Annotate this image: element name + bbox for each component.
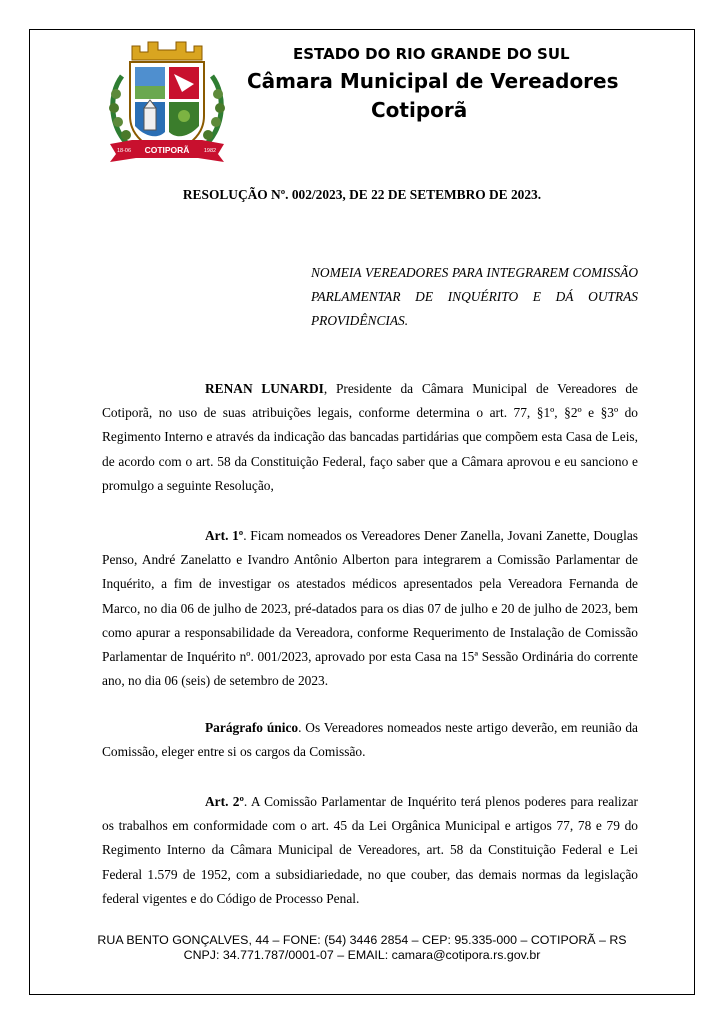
sole-paragraph — [102, 716, 638, 764]
sole-paragraph-label: Parágrafo único — [205, 720, 299, 735]
header-city: Cotiporã — [371, 98, 468, 122]
header-chamber-name: Câmara Municipal de Vereadores — [247, 69, 619, 93]
footer-address: RUA BENTO GONÇALVES, 44 – FONE: (54) 3446 2854 – CEP: 95.335-000 – COTIPORÃ – RS — [97, 933, 627, 947]
article-2-label: Art. 2º — [205, 794, 244, 809]
resolution-title: RESOLUÇÃO Nº. 002/2023, DE 22 DE SETEMBRO DE 2023. — [182, 187, 542, 202]
footer-contact: CNPJ: 34.771.787/0001-07 – EMAIL: camara@cotipora.rs.gov.br — [183, 948, 541, 962]
article-2-text: . A Comissão Parlamentar de Inquérito terá plenos poderes para realizar os trabalhos em conformidade com o art. 45 da Lei Orgânica Municipal e artigos 77, 78 e 79 do Regimento Interno da Câmara Municipal de Vereadores, art. 58 da Constituição Federal e Lei Federal 1.579 de 1952, com a subsidiariedade, no que couber, das demais normas da legislação federal vigentes e do Código de Processo Penal. — [102, 794, 638, 906]
preamble-text: , Presidente da Câmara Municipal de Vereadores de Cotiporã, no uso de suas atribuições legais, conforme determina o art. 77, §1º, §2º e §3º do Regimento Interno e através da indicação das bancadas partidárias que compõem esta Casa de Leis, de acordo com o art. 58 da Constituição Federal, faço saber que a Câmara aprovou e eu sanciono e promulgo a seguinte Resolução, — [102, 381, 638, 493]
svg-text:COTIPORÃ: COTIPORÃ — [144, 145, 190, 155]
president-name: RENAN LUNARDI — [205, 381, 324, 396]
article-1-label: Art. 1º — [205, 528, 244, 543]
municipal-coat-of-arms — [102, 36, 232, 166]
article-1 — [102, 524, 638, 693]
sole-paragraph-text: . Os Vereadores nomeados neste artigo deverão, em reunião da Comissão, eleger entre si os cargos da Comissão. — [102, 720, 638, 760]
header-state: ESTADO DO RIO GRANDE DO SUL — [293, 45, 570, 63]
preamble-paragraph — [102, 377, 638, 498]
resolution-summary: NOMEIA VEREADORES PARA INTEGRAREM COMISSÃO PARLAMENTAR DE INQUÉRITO E DÁ OUTRAS PROVIDÊNCIAS. — [311, 265, 638, 328]
svg-text:1982: 1982 — [203, 148, 217, 154]
svg-text:18-06: 18-06 — [116, 148, 132, 154]
article-1-text: . Ficam nomeados os Vereadores Dener Zanella, Jovani Zanette, Douglas Penso, André Zanelatto e Ivandro Antônio Alberton para integrarem a Comissão Parlamentar de Inquérito, a fim de investigar os atestados médicos apresentados pela Vereadora Fernanda de Marco, no dia 06 de julho de 2023, pré-datados para os dias 07 de julho e 20 de julho de 2023, bem como apurar a responsabilidade da Vereadora, conforme Requerimento de Instalação de Comissão Parlamentar de Inquérito nº. 001/2023, aprovado por esta Casa na 15ª Sessão Ordinária do corrente ano, no dia 06 (seis) de setembro de 2023. — [102, 528, 638, 689]
article-2 — [102, 790, 638, 911]
